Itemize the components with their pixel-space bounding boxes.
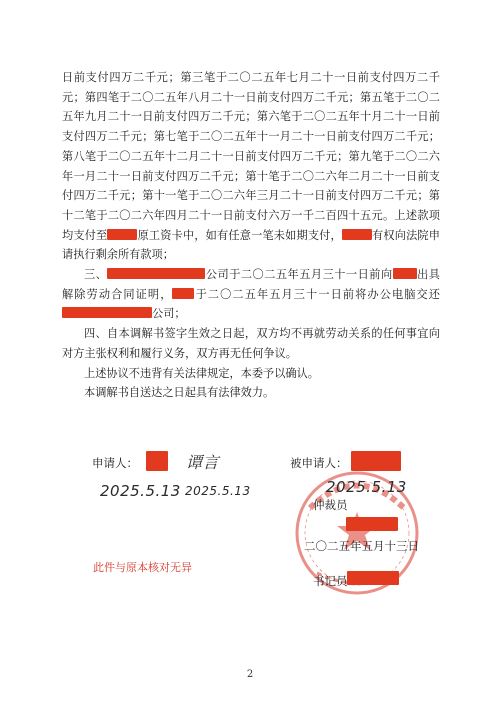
item-three-text-2: 出具解除劳动合同证明， bbox=[62, 268, 440, 301]
redaction-block bbox=[346, 517, 398, 531]
item-three-text-4: 公司； bbox=[152, 307, 186, 321]
redaction-block bbox=[172, 288, 194, 299]
paragraph-installments bbox=[62, 68, 440, 265]
installments-text: 日前支付四万二千元；第三笔于二〇二五年七月二十一日前支付四万二千元；第四笔于二〇二五年八月二十一日前支付四万二千元；第五笔于二〇二五年九月二十一日前支付四万二千元；第六笔于二〇二五年十月二十一日前支付四万二千元；第七笔于二〇二五年十一月二十一日前支付四万二千元；第八笔于二〇二五年十二月二十一日前支付四万二千元；第九笔于二〇二六年一月二十一日前支付四万二千元；第十笔于二〇二六年二月二十一日前支付四万二千元；第十一笔于二〇二六年三月二十一日前支付四万二千元；第十二笔于二〇二六年四月二十一日前支付六万一千二百四十五元。上述款项均支付至 bbox=[62, 71, 440, 242]
certified-copy-stamp: 此件与原本核对无异 bbox=[93, 561, 192, 574]
paragraph-four: 四、自本调解书签字生效之日起，双方均不再就劳动关系的任何事宜向对方主张权利和履行义务，双方再无任何争议。 bbox=[62, 327, 440, 360]
handwritten-date: 2025.5.13 bbox=[185, 484, 251, 498]
redaction-block bbox=[347, 571, 399, 585]
redaction-block bbox=[107, 268, 205, 279]
redaction-block bbox=[146, 451, 168, 471]
clerk-label: 书记员 bbox=[313, 574, 348, 588]
paragraph-three bbox=[62, 265, 440, 324]
redaction-block bbox=[351, 451, 401, 471]
document-body bbox=[62, 68, 440, 403]
paragraph-effectiveness: 本调解书自送达之日起具有法律效力。 bbox=[84, 386, 275, 400]
handwritten-date: 2025.5.13 bbox=[100, 482, 181, 500]
handwritten-name: 谭言 bbox=[186, 453, 220, 472]
redaction-block bbox=[107, 229, 137, 240]
redaction-block bbox=[62, 307, 152, 318]
installments-text-2: 原工资卡中，如有任意一笔未如期支付， bbox=[137, 228, 342, 242]
installments-text-3: 有权向法院申请执行剩余所有款项； bbox=[62, 228, 440, 262]
item-three-number: 三、 bbox=[84, 268, 108, 282]
paragraph-confirmation: 上述协议不违背有关法律规定，本委予以确认。 bbox=[84, 366, 319, 380]
item-three-text-3: 于二〇二五年五月三十一日前将办公电脑交还 bbox=[194, 287, 440, 301]
arbitrator-label: 仲裁员 bbox=[313, 498, 348, 512]
redaction-block bbox=[342, 229, 372, 240]
handwritten-date: 2025.5.13 bbox=[326, 478, 407, 496]
decision-date: 二〇二五年五月十三日 bbox=[304, 539, 419, 553]
page-number: 2 bbox=[246, 669, 254, 680]
redaction-block bbox=[393, 268, 417, 279]
respondent-label: 被申请人： bbox=[290, 456, 348, 470]
item-three-text: 公司于二〇二五年五月三十一日前向 bbox=[205, 268, 393, 282]
applicant-label: 申请人： bbox=[92, 456, 138, 470]
